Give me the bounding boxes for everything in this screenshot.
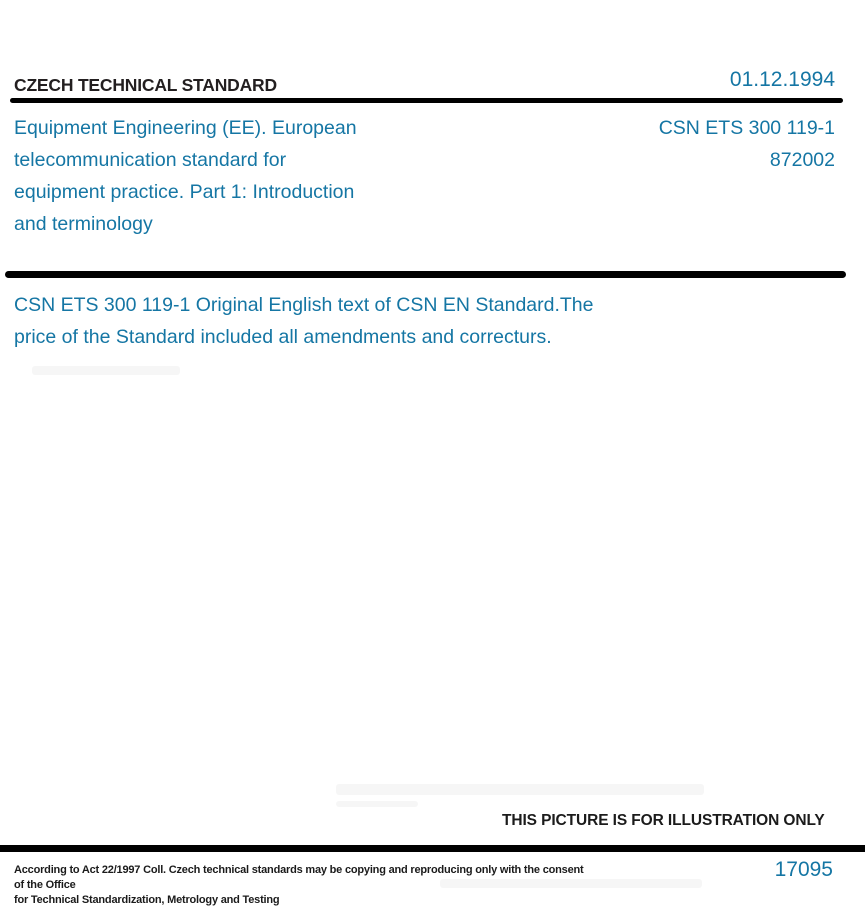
section-divider-rule	[5, 271, 846, 278]
standard-effective-date: 01.12.1994	[729, 68, 835, 91]
standard-title-line: equipment practice. Part 1: Introduction	[14, 181, 355, 203]
footer-legal-line: for Technical Standardization, Metrology and Testing	[14, 894, 280, 906]
standard-title-line: telecommunication standard for	[14, 149, 287, 171]
standard-title-line: and terminology	[14, 213, 153, 235]
footer-legal-notice	[14, 863, 594, 908]
standard-catalog-number: 872002	[769, 149, 835, 171]
standard-description-line: price of the Standard included all amendments and correcturs.	[14, 326, 552, 348]
standard-title	[14, 112, 454, 240]
footer-divider-rule	[0, 845, 865, 852]
header-divider-rule	[10, 98, 843, 103]
document-header-title: CZECH TECHNICAL STANDARD	[14, 75, 277, 95]
footer-document-number: 17095	[774, 858, 833, 881]
faint-watermark	[336, 784, 704, 795]
standard-description	[14, 289, 694, 353]
footer-legal-line: According to Act 22/1997 Coll. Czech technical standards may be copying and reproducing only with the consent of the Office	[14, 864, 584, 891]
standard-description-line: CSN ETS 300 119-1 Original English text of CSN EN Standard.The	[14, 294, 594, 316]
standard-codes	[659, 112, 835, 176]
faint-watermark	[32, 366, 180, 375]
standard-title-line: Equipment Engineering (EE). European	[14, 117, 357, 139]
illustration-only-note: THIS PICTURE IS FOR ILLUSTRATION ONLY	[502, 812, 825, 829]
standard-designation: CSN ETS 300 119-1	[658, 117, 835, 139]
faint-watermark	[336, 801, 418, 807]
